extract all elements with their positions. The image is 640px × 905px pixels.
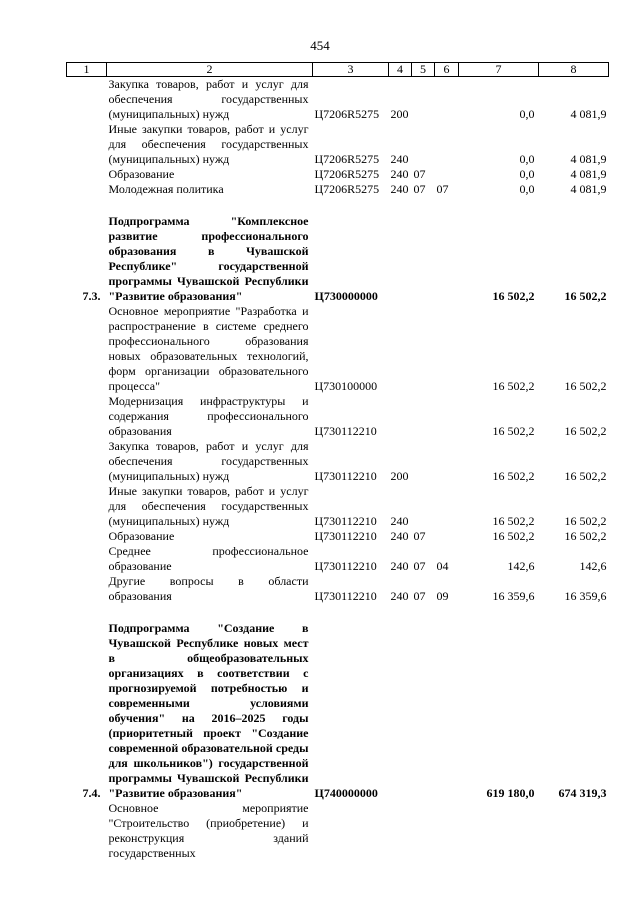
subsection-code [435,529,459,544]
subsection-code [435,304,459,394]
target-article-code: Ц7206R5275 [314,152,380,166]
section-code: 07 [413,589,426,603]
amount-column-8 [539,801,609,861]
expense-type-code: 200 [390,107,409,121]
expense-type-code: 240 [390,529,409,543]
target-article-code: Ц730112210 [314,514,377,528]
row-name: Другие вопросы в области образования [108,574,309,603]
table-body [67,77,609,862]
amount-column-7: 142,6 [507,559,535,573]
section-code: 07 [413,559,426,573]
expense-type-code: 240 [390,167,409,181]
table-row [67,182,609,197]
subsection-code: 04 [436,559,449,573]
amount-column-7: 16 502,2 [492,469,535,483]
table-row [67,77,609,123]
spacer-row [67,197,609,214]
subsection-code: 09 [436,589,449,603]
amount-column-7: 0,0 [519,107,535,121]
column-header-row [67,63,609,77]
section-code [412,122,435,167]
row-index [67,77,107,123]
section-code [412,394,435,439]
table-row [67,394,609,439]
row-index [67,394,107,439]
target-article-code: Ц730100000 [314,379,378,393]
row-name: Подпрограмма "Комплексное развитие профессионального образования в Чувашской Республике" государственной программы Чувашской Республики "Развитие образования" [108,214,309,303]
spacer-cell [67,604,609,621]
table-row [67,529,609,544]
subsection-code [435,484,459,529]
target-article-code: Ц730112210 [314,469,377,483]
table-row [67,167,609,182]
expense-type-code [389,801,412,861]
subsection-code [435,167,459,182]
row-index: 7.4. [82,786,101,800]
section-code [412,77,435,123]
amount-column-8: 4 081,9 [570,182,607,196]
amount-column-8: 16 502,2 [564,514,607,528]
row-name: Иные закупки товаров, работ и услуг для обеспечения государственных (муниципальных) нужд [108,122,309,166]
target-article-code: Ц730112210 [314,559,377,573]
expense-type-code [389,621,412,801]
section-code [412,801,435,861]
column-header: 4 [389,63,412,77]
amount-column-7: 16 502,2 [492,529,535,543]
column-header: 2 [107,63,313,77]
row-name: Закупка товаров, работ и услуг для обеспечения государственных (муниципальных) нужд [108,77,309,121]
expense-type-code [389,214,412,304]
amount-column-8: 4 081,9 [570,167,607,181]
table-row [67,439,609,484]
target-article-code: Ц740000000 [314,786,378,800]
section-code: 07 [413,182,426,196]
subsection-code [435,439,459,484]
amount-column-7 [459,801,539,861]
expense-type-code: 240 [390,559,409,573]
target-article-code: Ц730112210 [314,589,377,603]
amount-column-8: 16 502,2 [564,379,607,393]
section-code [412,214,435,304]
target-article-code: Ц730112210 [314,424,377,438]
section-code [412,439,435,484]
subsection-code [435,801,459,861]
target-article-code: Ц7206R5275 [314,167,380,181]
amount-column-8: 4 081,9 [570,152,607,166]
expense-type-code: 200 [390,469,409,483]
subsection-code [435,122,459,167]
row-name: Среднее профессиональное образование [108,544,309,573]
row-name: Модернизация инфраструктуры и содержания профессионального образования [108,394,309,438]
subsection-code [435,77,459,123]
row-name: Подпрограмма "Создание в Чувашской Республике новых мест в общеобразовательных организациях в соответствии с прогнозируемой потребностью и современными условиями обучения" на 2016–2025 годы (приоритетный проект "Создание современной образовательной среды для школьников") государственной программы Чувашской Республики "Развитие образования" [108,621,309,800]
target-article-code: Ц7206R5275 [314,107,380,121]
subprogram-row [67,621,609,801]
row-index [67,167,107,182]
amount-column-7: 0,0 [519,152,535,166]
target-article-code: Ц7206R5275 [314,182,380,196]
column-header: 7 [459,63,539,77]
amount-column-7: 0,0 [519,182,535,196]
row-name: Закупка товаров, работ и услуг для обеспечения государственных (муниципальных) нужд [108,439,309,483]
column-header: 5 [412,63,435,77]
table-row [67,544,609,574]
amount-column-7: 619 180,0 [486,786,535,800]
subprogram-row [67,214,609,304]
row-index: 7.3. [82,289,101,303]
column-header: 8 [539,63,609,77]
target-article-code [313,801,389,861]
column-header: 1 [67,63,107,77]
expense-type-code [389,394,412,439]
amount-column-7: 16 359,6 [492,589,535,603]
expense-type-code: 240 [390,514,409,528]
expense-type-code: 240 [390,182,409,196]
subsection-code: 07 [436,182,449,196]
amount-column-8: 16 359,6 [564,589,607,603]
row-index [67,529,107,544]
amount-column-8: 16 502,2 [564,289,607,303]
section-code [412,304,435,394]
row-name: Иные закупки товаров, работ и услуг для обеспечения государственных (муниципальных) нужд [108,484,309,528]
section-code [412,484,435,529]
amount-column-7: 16 502,2 [492,379,535,393]
table-row [67,304,609,394]
section-code: 07 [413,529,426,543]
target-article-code: Ц730000000 [314,289,378,303]
amount-column-7: 0,0 [519,167,535,181]
table-row [67,574,609,604]
row-index [67,439,107,484]
column-header: 3 [313,63,389,77]
amount-column-7: 16 502,2 [492,424,535,438]
row-index [67,182,107,197]
amount-column-8: 16 502,2 [564,424,607,438]
row-name: Образование [108,529,175,543]
expense-type-code: 240 [390,152,409,166]
page-number: 454 [310,38,330,53]
budget-table [66,62,609,861]
row-index [67,484,107,529]
expense-type-code: 240 [390,589,409,603]
spacer-row [67,604,609,621]
table-row [67,122,609,167]
row-index [67,122,107,167]
subsection-code [435,394,459,439]
subsection-code [435,621,459,801]
row-name: Основное мероприятие "Разработка и распространение в системе среднего профессионального образования новых образовательных технологий, форм организации образовательного процесса" [108,304,309,393]
amount-column-7: 16 502,2 [492,514,535,528]
subsection-code [435,214,459,304]
row-index [67,574,107,604]
amount-column-8: 674 319,3 [558,786,607,800]
row-name: Основное мероприятие "Строительство (приобретение) и реконструкция зданий государственных [108,801,309,860]
amount-column-8: 142,6 [579,559,607,573]
section-code: 07 [413,167,426,181]
row-index [67,544,107,574]
amount-column-8: 4 081,9 [570,107,607,121]
amount-column-8: 16 502,2 [564,529,607,543]
amount-column-7: 16 502,2 [492,289,535,303]
target-article-code: Ц730112210 [314,529,377,543]
expense-type-code [389,304,412,394]
row-name: Образование [108,167,175,181]
table-row [67,801,609,861]
section-code [412,621,435,801]
amount-column-8: 16 502,2 [564,469,607,483]
row-name: Молодежная политика [108,182,224,196]
row-index [67,801,107,861]
row-index [67,304,107,394]
spacer-cell [67,197,609,214]
table-row [67,484,609,529]
column-header: 6 [435,63,459,77]
